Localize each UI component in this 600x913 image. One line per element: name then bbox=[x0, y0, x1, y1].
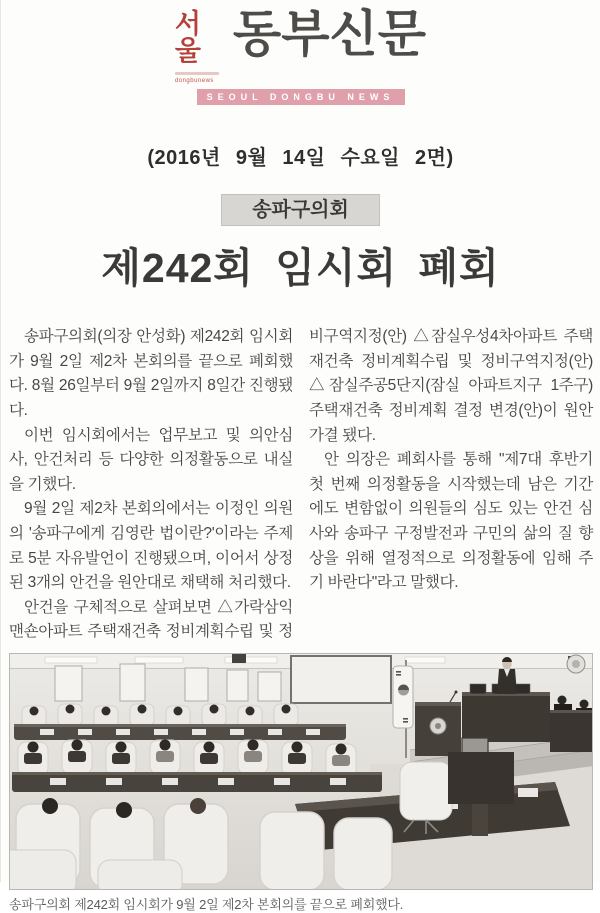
body-paragraph: 송파구의회(의장 안성화) 제242회 임시회가 9월 2일 제2차 본회의를 끝으로 폐회했다. 8월 26일부터 9월 2일까지 8일간 진행됐다. bbox=[9, 328, 293, 419]
article-headline: 제242회 임시회 폐회 bbox=[101, 245, 500, 291]
body-paragraph: 안 의장은 폐회사를 통해 "제7대 후반기 첫 번째 의정활동을 시작했는데 남은 기간에도 변함없이 의원들의 심도 있는 안건 심사와 송파구 구정발전과 구민의 삶의 질 향상을 위해 열정적으로 의정활동에 임해 주기 바란다"라고 말했다. bbox=[309, 451, 593, 592]
article-photo bbox=[9, 653, 593, 890]
photo-caption: 송파구의회 제242회 임시회가 9월 2일 제2차 본회의를 끝으로 폐회했다. bbox=[9, 897, 404, 913]
council-chamber-illustration bbox=[10, 654, 593, 889]
logo-city-text: 서울 bbox=[174, 9, 202, 66]
logo-subtext: dongbunews bbox=[174, 78, 214, 84]
body-paragraph: 안건을 구체적으로 살펴보면 △가락삼익맨숀아파트 주택재건축 정비계획수립 및 정비구역지정(안) △잠실우성4차아파트 주택재건축 정비계획수립 및 정비구역지정(안) △잠실주공5단지(잠실 아파트지구 1주구) 주택재건축 정비계획 결정 변경(안)이 원안 가결 됐다. bbox=[9, 328, 593, 641]
article-body bbox=[9, 325, 593, 645]
masthead-banner: SEOUL DONGBU NEWS bbox=[197, 89, 405, 105]
body-paragraph: 이번 임시회에서는 업무보고 및 의안심사, 안건처리 등 다양한 의정활동으로 내실을 기했다. bbox=[9, 426, 293, 493]
publication-dateline: (2016년 9월 14일 수요일 2면) bbox=[147, 147, 454, 169]
newspaper-masthead bbox=[9, 6, 592, 105]
logo-main-text: 동부신문 bbox=[232, 6, 427, 62]
section-badge: 송파구의회 bbox=[221, 194, 380, 226]
logo-city-block bbox=[175, 8, 227, 84]
newspaper-logo bbox=[175, 8, 426, 84]
body-paragraph: 9월 2일 제2차 본회의에서는 이정인 의원의 '송파구에게 김영란 법이란?'이라는 주제로 5분 자유발언이 진행됐으며, 이어서 상정된 3개의 안건을 원안대로 채택해 처리했다. bbox=[9, 500, 293, 592]
logo-micro-text-decoration bbox=[175, 72, 219, 75]
